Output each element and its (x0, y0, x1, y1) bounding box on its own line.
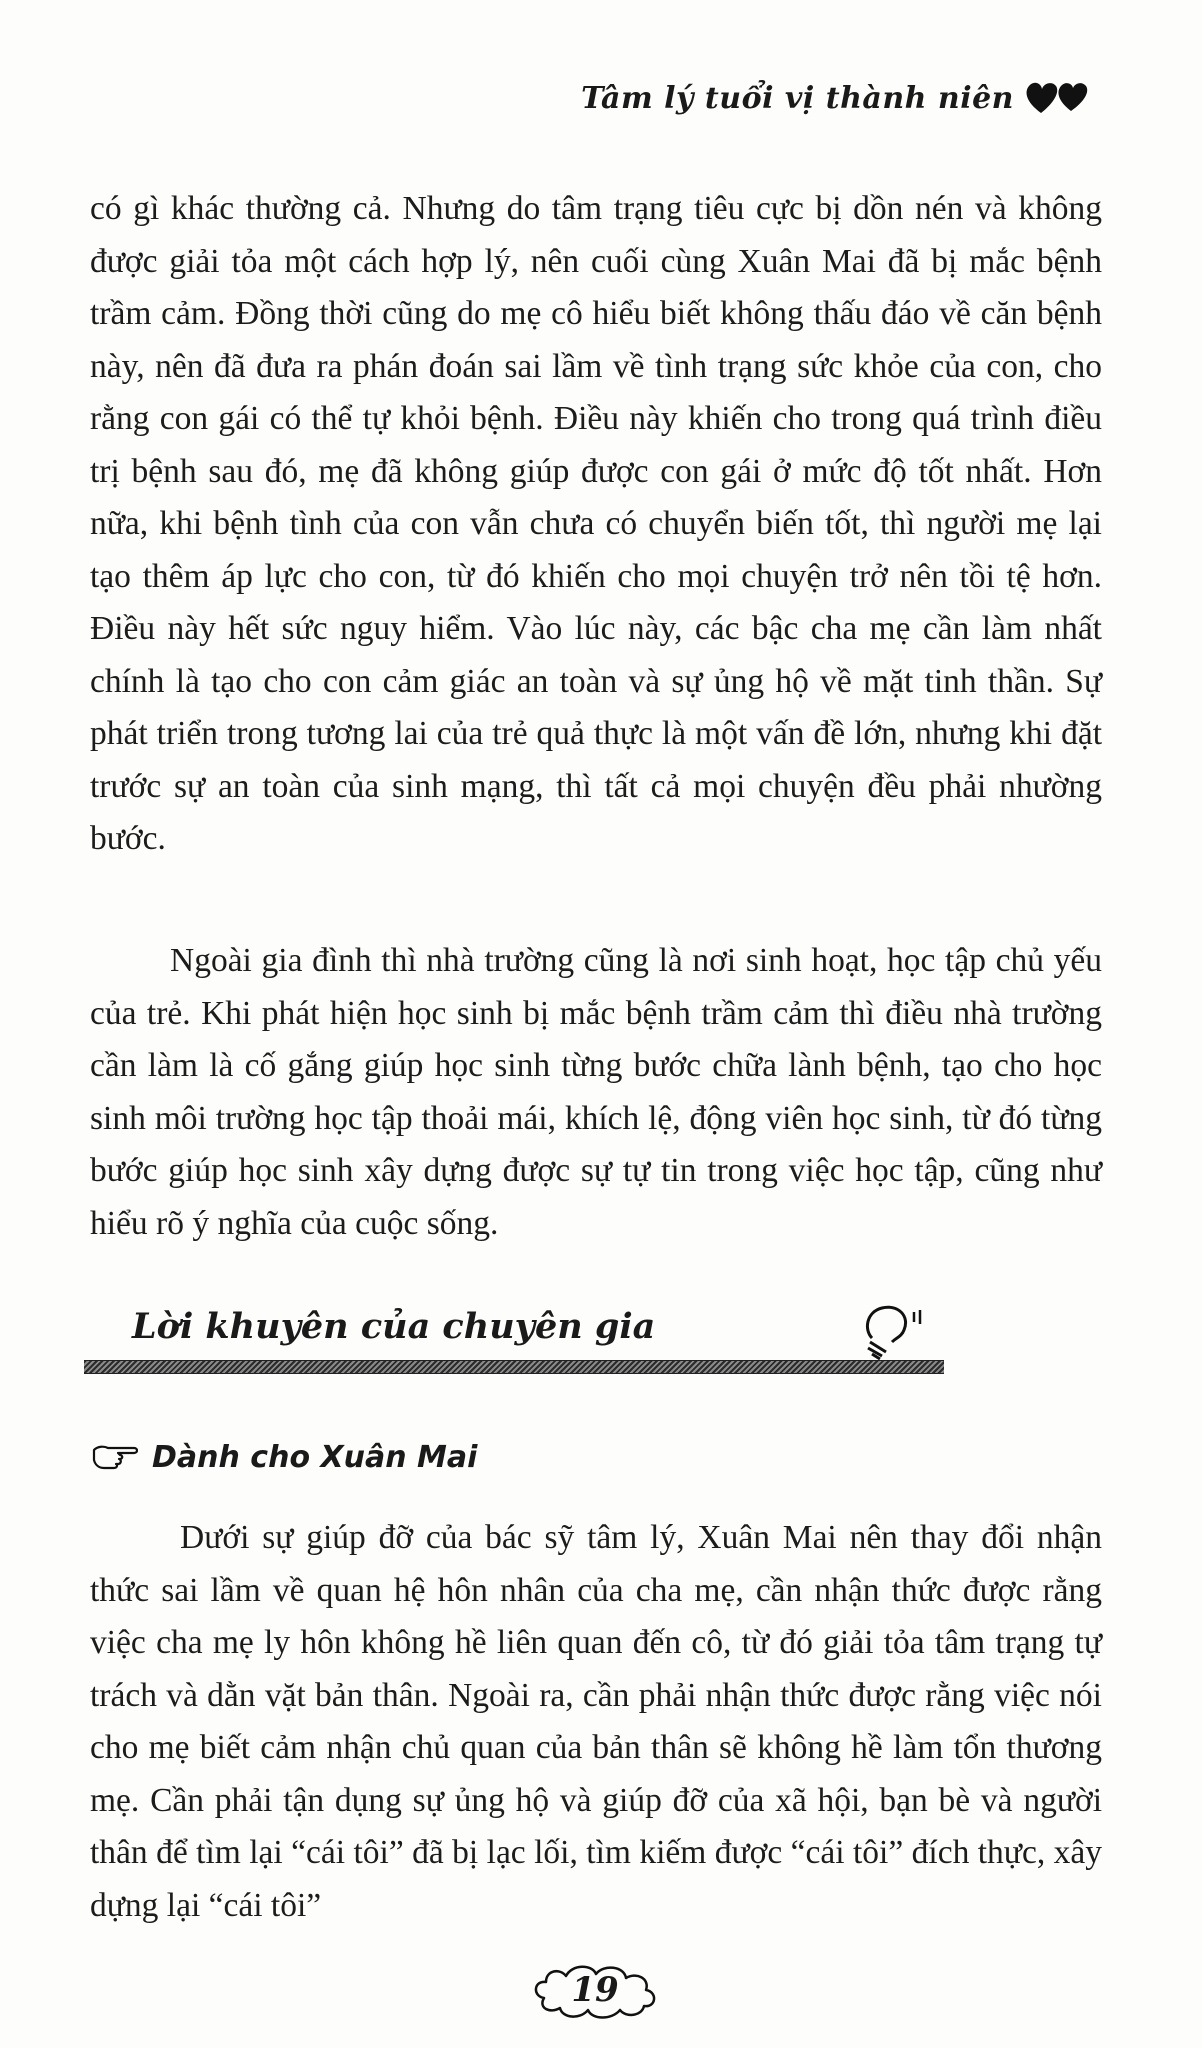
expert-advice-section (84, 1298, 944, 1388)
section-heading: Lời khuyên của chuyên gia (132, 1306, 656, 1347)
body-paragraph-1: có gì khác thường cả. Nhưng do tâm trạng tiêu cực bị dồn nén và không được giải tỏa một cách hợp lý, nên cuối cùng Xuân Mai đã bị mắc bệnh trầm cảm. Đồng thời cũng do mẹ cô hiểu biết không thấu đáo về căn bệnh này, nên đã đưa ra phán đoán sai lầm về tình trạng sức khỏe của con, cho rằng con gái có thể tự khỏi bệnh. Điều này khiến cho trong quá trình điều trị bệnh sau đó, mẹ đã không giúp được con gái ở mức độ tốt nhất. Hơn nữa, khi bệnh tình của con vẫn chưa có chuyển biến tốt, thì người mẹ lại tạo thêm áp lực cho con, từ đó khiến cho mọi chuyện trở nên tồi tệ hơn. Điều này hết sức nguy hiểm. Vào lúc này, các bậc cha mẹ cần làm nhất chính là tạo cho con cảm giác an toàn và sự ủng hộ về mặt tinh thần. Sự phát triển trong tương lai của trẻ quả thực là một vấn đề lớn, nhưng khi đặt trước sự an toàn của sinh mạng, thì tất cả mọi chuyện đều phải nhường bước. (90, 190, 1102, 857)
hearts-icon (1024, 80, 1090, 116)
section-divider (84, 1360, 944, 1374)
pointing-hand-icon (92, 1440, 138, 1475)
page-number-badge (530, 1958, 660, 2024)
running-header (581, 80, 1090, 116)
running-header-title: Tâm lý tuổi vị thành niên (581, 80, 1014, 116)
subsection-heading (92, 1440, 477, 1475)
page-number: 19 (571, 1970, 619, 2010)
subsection-title: Dành cho Xuân Mai (152, 1440, 478, 1475)
lightbulb-icon (862, 1298, 932, 1367)
body-paragraph-3: Dưới sự giúp đỡ của bác sỹ tâm lý, Xuân Mai nên thay đổi nhận thức sai lầm về quan hệ hôn nhân của cha mẹ, cần nhận thức được rằng việc cha mẹ ly hôn không hề liên quan đến cô, từ đó giải tỏa tâm trạng tự trách và dằn vặt bản thân. Ngoài ra, cần phải nhận thức được rằng việc nói cho mẹ biết cảm nhận chủ quan của bản thân sẽ không hề làm tổn thương mẹ. Cần phải tận dụng sự ủng hộ và giúp đỡ của xã hội, bạn bè và người thân để tìm lại “cái tôi” đã bị lạc lối, tìm kiếm được “cái tôi” đích thực, xây dựng lại “cái tôi” (90, 1519, 1102, 1924)
body-paragraph-2: Ngoài gia đình thì nhà trường cũng là nơi sinh hoạt, học tập chủ yếu của trẻ. Khi phát hiện học sinh bị mắc bệnh trầm cảm thì điều nhà trường cần làm là cố gắng giúp học sinh từng bước chữa lành bệnh, tạo cho học sinh môi trường học tập thoải mái, khích lệ, động viên học sinh, từ đó từng bước giúp học sinh xây dựng được sự tự tin trong việc học tập, cũng như hiểu rõ ý nghĩa của cuộc sống. (90, 942, 1102, 1242)
